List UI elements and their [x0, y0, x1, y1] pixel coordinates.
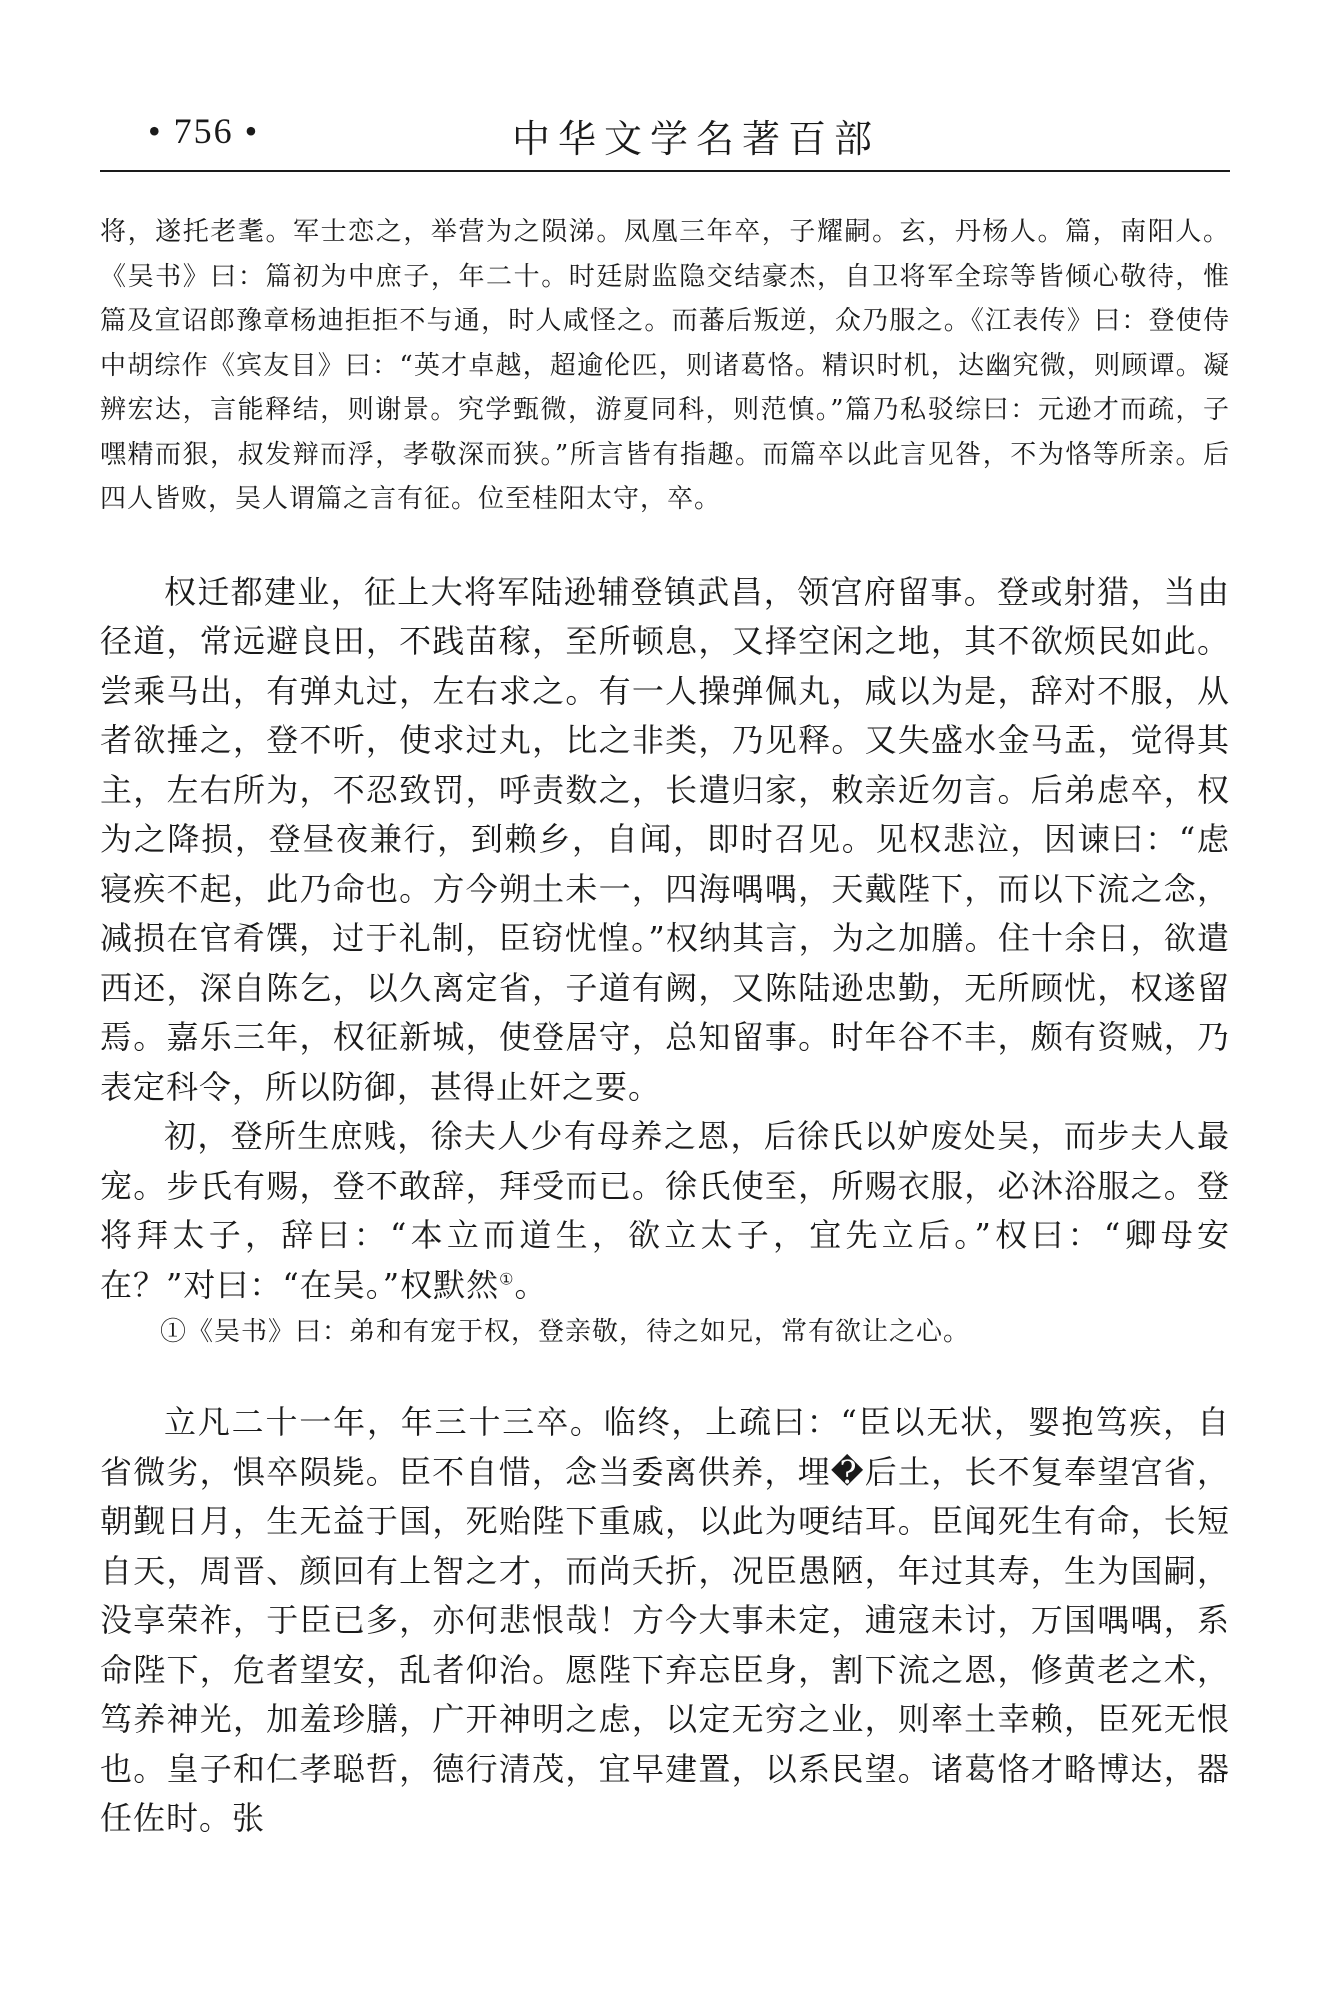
- body-paragraph-text: 初，登所生庶贱，徐夫人少有母养之恩，后徐氏以妒废处吴，而步夫人最宠。步氏有赐，登不敢辞，拜受而已。徐氏使至，所赐衣服，必沐浴服之。登将拜太子，辞曰：“本立而道生，欲立太子，宜先立后。”权曰：“卿母安在？”对曰：“在吴。”权默然: [100, 1117, 1230, 1304]
- page-body: [100, 210, 1230, 1844]
- book-title: 中华文学名著百部: [512, 117, 881, 161]
- body-paragraph: 立凡二十一年，年三十三卒。临终，上疏曰：“臣以无状，婴抱笃疾，自省微劣，惧卒陨毙。臣不自惜，念当委离供养，埋�后土，长不复奉望宫省，朝觐日月，生无益于国，死贻陛下重戚，以此为哽结耳。臣闻死生有命，长短自天，周晋、颜回有上智之才，而尚夭折，况臣愚陋，年过其寿，生为国嗣，没享荣祚，于臣已多，亦何悲恨哉！方今大事未定，逋寇未讨，万国喁喁，系命陛下，危者望安，乱者仰治。愿陛下弃忘臣身，割下流之恩，修黄老之术，笃养神光，加羞珍膳，广开神明之虑，以定无穷之业，则率土幸赖，臣死无恨也。皇子和仁孝聪哲，德行清茂，宜早建置，以系民望。诸葛恪才略博达，器任佐时。张: [100, 1403, 1230, 1837]
- body-paragraph: 权迁都建业，征上大将军陆逊辅登镇武昌，领宫府留事。登或射猎，当由径道，常远避良田，不践苗稼，至所顿息，又择空闲之地，其不欲烦民如此。尝乘马出，有弹丸过，左右求之。有一人操弹佩丸，咸以为是，辞对不服，从者欲捶之，登不听，使求过丸，比之非类，乃见释。又失盛水金马盂，觉得其主，左右所为，不忍致罚，呼责数之，长遣归家，敕亲近勿言。后弟虑卒，权为之降损，登昼夜兼行，到赖乡，自闻，即时召见。见权悲泣，因谏曰：“虑寝疾不起，此乃命也。方今朔土未一，四海喁喁，天戴陛下，而以下流之念，减损在官肴馔，过于礼制，臣窃忧惶。”权纳其言，为之加膳。住十余日，欲遣西还，深自陈乞，以久离定省，子道有阙，又陈陆逊忠勤，无所顾忧，权遂留焉。嘉乐三年，权征新城，使登居守，总知留事。时年谷不丰，颇有资贼，乃表定科令，所以防御，甚得止奸之要。: [100, 572, 1230, 1106]
- page-number: • 756 •: [148, 111, 260, 151]
- annotation-block: 将，遂托老耄。军士恋之，举营为之陨涕。凤凰三年卒，子耀嗣。玄，丹杨人。篇，南阳人。《吴书》曰：篇初为中庶子，年二十。时廷尉监隐交结豪杰，自卫将军全琮等皆倾心敬待，惟篇及宣诏郎豫章杨迪拒拒不与通，时人咸怪之。而蕃后叛逆，众乃服之。《江表传》曰：登使侍中胡综作《宾友目》曰：“英才卓越，超逾伦匹，则诸葛恪。精识时机，达幽究微，则顾谭。凝辨宏达，言能释结，则谢景。究学甄微，游夏同科，则范慎。”篇乃私驳综曰：元逊才而疏，子嘿精而狠，叔发辩而浮，孝敬深而狭。”所言皆有指趣。而篇卒以此言见咎，不为恪等所亲。后四人皆败，吴人谓篇之言有征。位至桂阳太守，卒。: [100, 217, 1230, 514]
- footnote: ①《吴书》曰：弟和有宠于权，登亲敬，待之如兄，常有欲让之心。: [160, 1317, 971, 1347]
- body-paragraph: 初，登所生庶贱，徐夫人少有母养之恩，后徐氏以妒废处吴，而步夫人最宠。步氏有赐，登不敢辞，拜受而已。徐氏使至，所赐衣服，必沐浴服之。登将拜太子，辞曰：“本立而道生，欲立太子，宜先立后。”权曰：“卿母安在？”对曰：“在吴。”权默然①。: [100, 1117, 1230, 1304]
- section-spacer: [100, 1352, 1230, 1398]
- section-spacer: [100, 522, 1230, 568]
- footnote-reference: ①: [499, 1268, 515, 1288]
- page-header: [100, 108, 1230, 168]
- header-divider: [100, 170, 1230, 172]
